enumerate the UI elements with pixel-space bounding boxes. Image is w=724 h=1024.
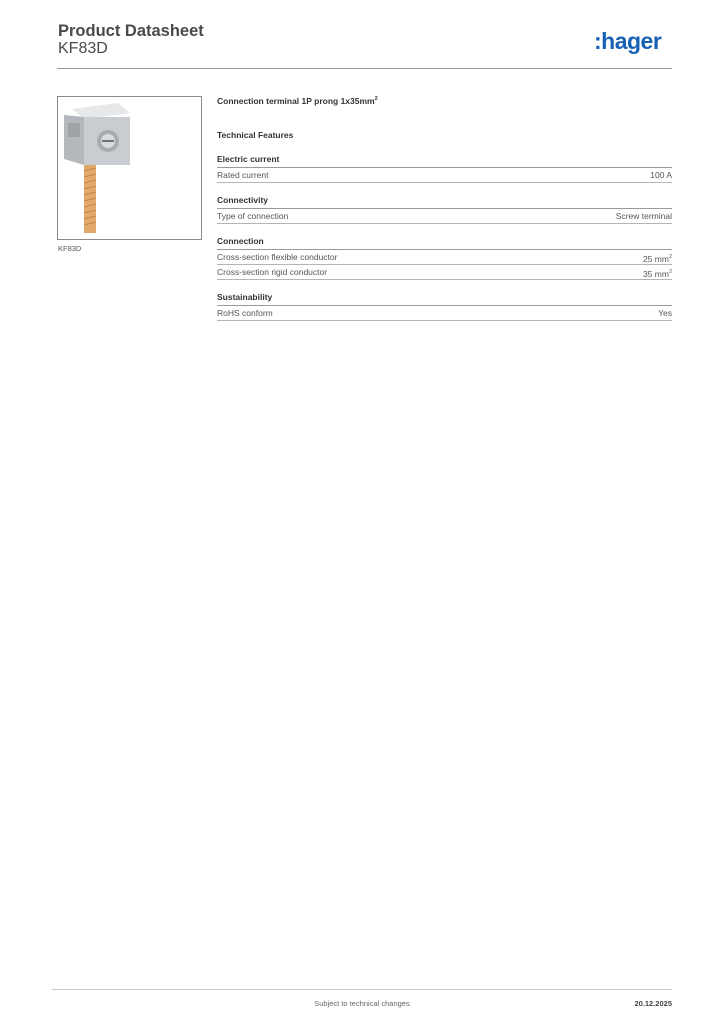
spec-row bbox=[217, 306, 672, 321]
spec-row bbox=[217, 265, 672, 280]
product-image bbox=[57, 96, 202, 240]
product-title: Connection terminal 1P prong $1x35mm^2$ bbox=[217, 96, 378, 106]
group-sustainability bbox=[217, 292, 672, 321]
spec-label: Cross-section rigid conductor bbox=[217, 267, 328, 277]
group-connection bbox=[217, 236, 672, 280]
group-title: Connection bbox=[217, 236, 672, 250]
spec-value: 35 $mm^2$ bbox=[642, 268, 672, 279]
spec-row bbox=[217, 209, 672, 224]
spec-value: 100 A bbox=[650, 170, 672, 180]
page-title: Product Datasheet bbox=[58, 22, 204, 40]
footer-note: Subject to technical changes bbox=[314, 999, 410, 1008]
footer-date: 20.12.2025 bbox=[634, 999, 672, 1008]
spec-label: RoHS conform bbox=[217, 308, 273, 318]
spec-row bbox=[217, 250, 672, 265]
spec-label: Type of connection bbox=[217, 211, 289, 221]
group-title: Connectivity bbox=[217, 195, 672, 209]
group-connectivity bbox=[217, 195, 672, 224]
spec-label: Rated current bbox=[217, 170, 269, 180]
spec-value: 25 $mm^2$ bbox=[642, 253, 672, 264]
spec-value: Yes bbox=[658, 308, 672, 318]
hager-logo: :hager bbox=[594, 28, 662, 54]
header-divider bbox=[57, 68, 672, 69]
spec-label: Cross-section flexible conductor bbox=[217, 252, 338, 262]
group-title: Electric current bbox=[217, 154, 672, 168]
features-heading: Technical Features bbox=[217, 130, 294, 140]
image-caption: KF83D bbox=[58, 244, 82, 253]
footer-divider bbox=[52, 989, 672, 990]
spec-section bbox=[217, 92, 672, 321]
group-electric-current bbox=[217, 154, 672, 183]
terminal-illustration bbox=[58, 97, 201, 239]
group-title: Sustainability bbox=[217, 292, 672, 306]
product-code: KF83D bbox=[58, 40, 108, 57]
spec-value: Screw terminal bbox=[615, 211, 672, 221]
spec-row bbox=[217, 168, 672, 183]
